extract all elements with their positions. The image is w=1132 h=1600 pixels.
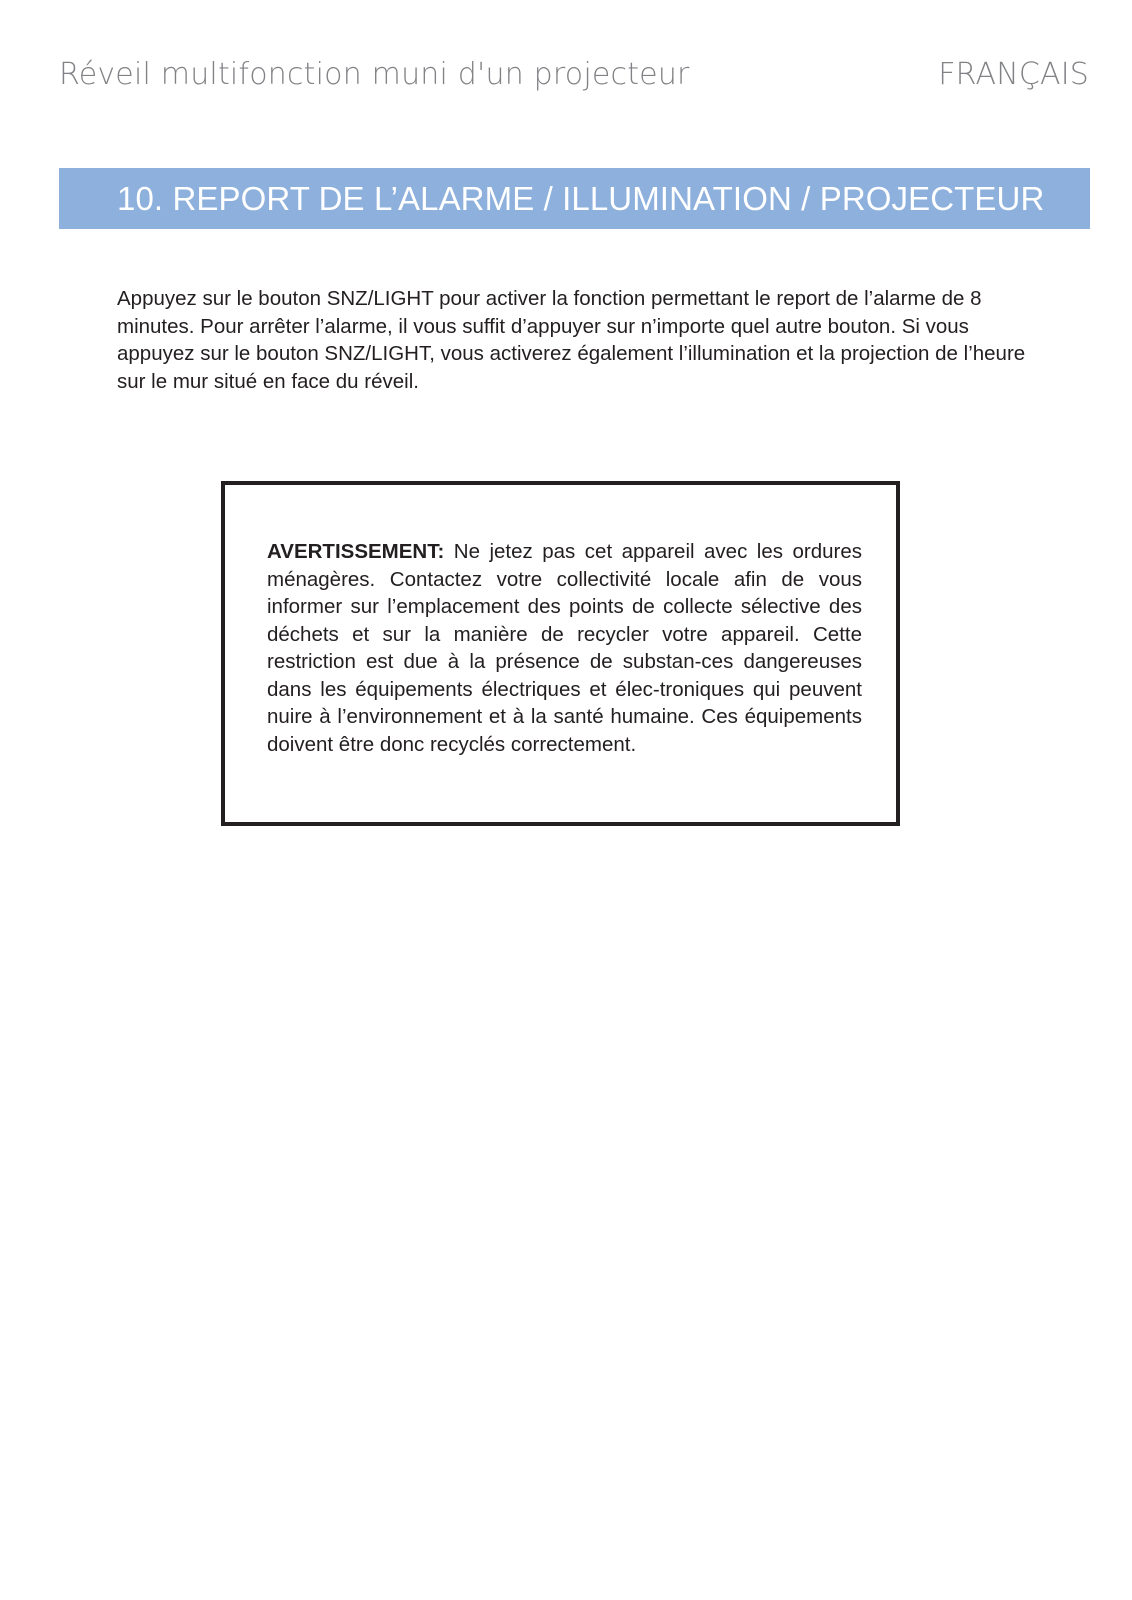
warning-paragraph [267, 538, 862, 758]
running-header [59, 57, 1089, 110]
warning-body: Ne jetez pas cet appareil avec les ordures ménagères. Contactez votre collectivité locale afin de vous informer sur l’emplacement des points de collecte sélective des déchets et sur la manière de recycler votre appareil. Cette restriction est due à la présence de substan-ces dangereuses dans les équipements électriques et élec-troniques qui peuvent nuire à l’environnement et à la santé humaine. Ces équipements doivent être donc recyclés correctement. [267, 540, 862, 756]
section-title: 10. REPORT DE L’ALARME / ILLUMINATION / PROJECTEUR [117, 180, 1045, 217]
warning-box [221, 481, 900, 826]
section-banner [59, 168, 1090, 229]
intro-paragraph: Appuyez sur le bouton SNZ/LIGHT pour activer la fonction permettant le report de l’alarme de 8 minutes. Pour arrêter l’alarme, il vous suffit d’appuyer sur n’importe quel autre bouton. Si vous appuyez sur le bouton SNZ/LIGHT, vous activerez également l’illumination et la projection de l’heure sur le mur situé en face du réveil. [117, 287, 1026, 393]
warning-label: AVERTISSEMENT: [267, 540, 445, 563]
document-title: Réveil multifonction muni d'un projecteur [59, 57, 690, 92]
language-label: FRANÇAIS [938, 57, 1089, 92]
